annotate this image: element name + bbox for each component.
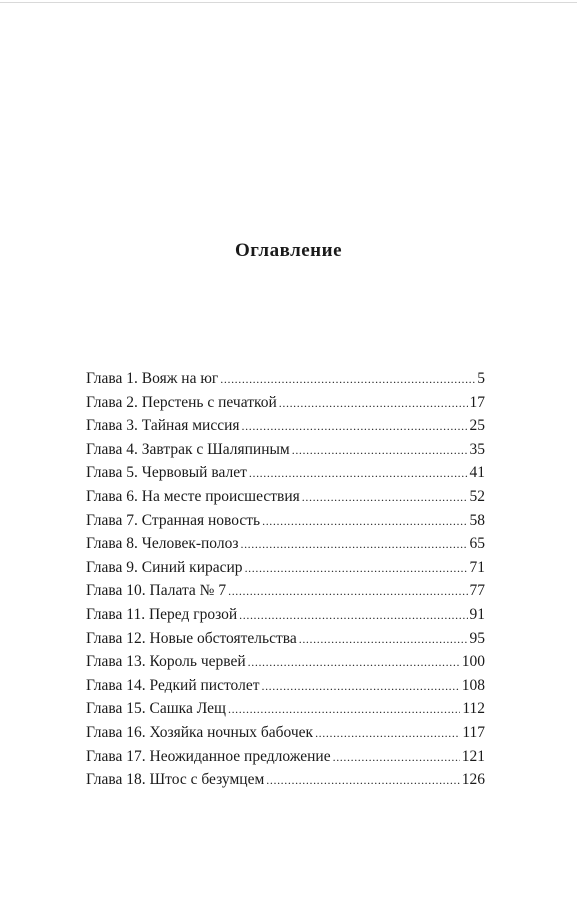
toc-entry bbox=[86, 603, 485, 627]
toc-dot-leader bbox=[248, 651, 460, 675]
top-divider bbox=[0, 2, 577, 3]
toc-entry-title: Глава 10. Палата № 7 bbox=[86, 582, 227, 600]
toc-page-number: 17 bbox=[469, 393, 485, 411]
toc-entry bbox=[86, 721, 485, 745]
toc-entry bbox=[86, 509, 485, 533]
toc-page-number: 91 bbox=[469, 605, 485, 623]
table-of-contents bbox=[86, 367, 485, 792]
toc-dot-leader bbox=[245, 557, 468, 581]
toc-page-number: 108 bbox=[461, 676, 485, 694]
toc-dot-leader bbox=[279, 392, 468, 416]
toc-entry bbox=[86, 461, 485, 485]
toc-dot-leader bbox=[220, 368, 475, 392]
toc-dot-leader bbox=[333, 746, 460, 770]
toc-entry-title: Глава 9. Синий кирасир bbox=[86, 558, 243, 576]
toc-dot-leader bbox=[302, 486, 468, 510]
toc-page-number: 126 bbox=[461, 771, 485, 789]
toc-entry-title: Глава 12. Новые обстоятельства bbox=[86, 629, 297, 647]
toc-entry bbox=[86, 556, 485, 580]
toc-page-number: 65 bbox=[469, 535, 485, 553]
toc-page-number: 52 bbox=[469, 487, 485, 505]
toc-entry-title: Глава 7. Странная новость bbox=[86, 511, 261, 529]
toc-page-number: 112 bbox=[462, 700, 485, 718]
toc-entry-title: Глава 1. Вояж на юг bbox=[86, 370, 219, 387]
toc-dot-leader bbox=[249, 462, 468, 486]
toc-entry bbox=[86, 768, 485, 792]
toc-entry-title: Глава 15. Сашка Лещ bbox=[86, 700, 226, 718]
toc-dot-leader bbox=[262, 510, 467, 534]
toc-entry bbox=[86, 674, 485, 698]
toc-entry-title: Глава 11. Перед грозой bbox=[86, 605, 238, 623]
toc-dot-leader bbox=[261, 675, 459, 699]
toc-page-number: 5 bbox=[477, 370, 485, 387]
toc-dot-leader bbox=[240, 533, 467, 557]
toc-entry bbox=[86, 367, 485, 391]
toc-dot-leader bbox=[292, 439, 468, 463]
toc-entry-title: Глава 14. Редкий пистолет bbox=[86, 676, 260, 694]
toc-entry bbox=[86, 438, 485, 462]
toc-page-number: 117 bbox=[462, 723, 485, 741]
toc-entry-title: Глава 6. На месте происшествия bbox=[86, 487, 300, 505]
toc-entry bbox=[86, 697, 485, 721]
toc-dot-leader bbox=[228, 698, 460, 722]
toc-entry-title: Глава 13. Король червей bbox=[86, 653, 246, 671]
toc-page-number: 25 bbox=[469, 417, 485, 435]
toc-page-number: 100 bbox=[461, 653, 485, 671]
toc-entry-title: Глава 16. Хозяйка ночных бабочек bbox=[86, 723, 314, 741]
toc-page-number: 41 bbox=[469, 464, 485, 482]
toc-entry bbox=[86, 391, 485, 415]
toc-entry-title: Глава 17. Неожиданное предложение bbox=[86, 747, 331, 765]
toc-entry-title: Глава 8. Человек-полоз bbox=[86, 535, 239, 553]
toc-dot-leader bbox=[315, 722, 460, 746]
toc-entry bbox=[86, 745, 485, 769]
toc-page-number: 121 bbox=[461, 747, 485, 765]
toc-entry-title: Глава 4. Завтрак с Шаляпиным bbox=[86, 440, 290, 458]
toc-dot-leader bbox=[239, 604, 467, 628]
toc-page-number: 71 bbox=[469, 558, 485, 576]
toc-entry bbox=[86, 414, 485, 438]
toc-page-number: 95 bbox=[469, 629, 485, 647]
toc-dot-leader bbox=[242, 415, 468, 439]
toc-dot-leader bbox=[299, 628, 468, 652]
toc-entry-title: Глава 2. Перстень с печаткой bbox=[86, 393, 277, 411]
toc-page-number: 58 bbox=[469, 511, 485, 529]
toc-entry bbox=[86, 650, 485, 674]
toc-entry bbox=[86, 532, 485, 556]
toc-entry-title: Глава 3. Тайная миссия bbox=[86, 417, 240, 435]
page-title: Оглавление bbox=[234, 240, 343, 261]
toc-entry bbox=[86, 485, 485, 509]
toc-entry bbox=[86, 627, 485, 651]
toc-entry-title: Глава 5. Червовый валет bbox=[86, 464, 247, 482]
toc-page-number: 77 bbox=[469, 582, 485, 600]
toc-entry bbox=[86, 579, 485, 603]
toc-entry-title: Глава 18. Штос с безумцем bbox=[86, 771, 265, 789]
toc-dot-leader bbox=[228, 580, 467, 604]
toc-dot-leader bbox=[266, 769, 459, 793]
toc-page-number: 35 bbox=[469, 440, 485, 458]
